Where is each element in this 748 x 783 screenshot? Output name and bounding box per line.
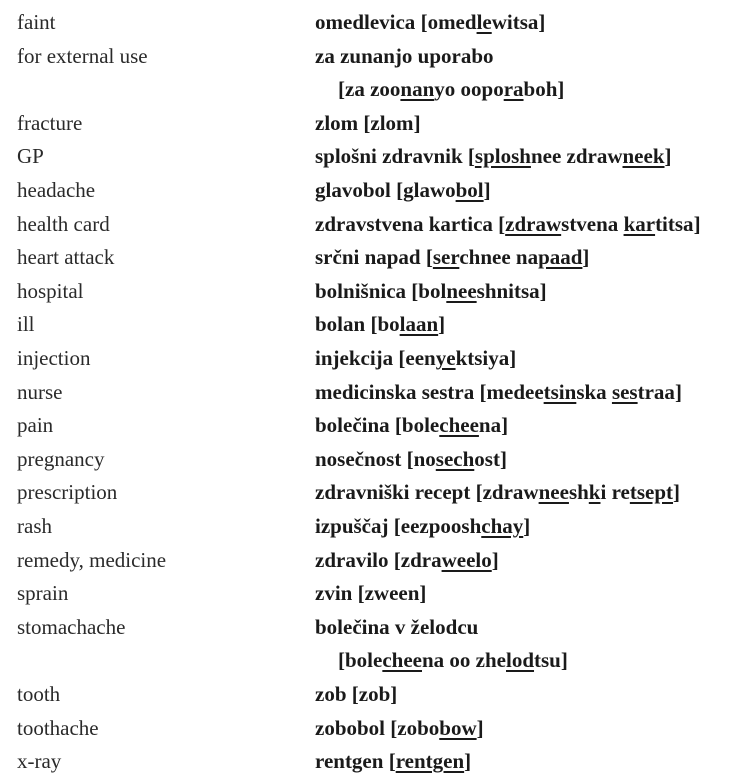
english-term: fracture	[17, 110, 83, 135]
pronunciation-segment: eezpoosh	[400, 514, 482, 538]
slovene-term	[315, 341, 516, 375]
slovene-word: medicinska sestra	[315, 379, 475, 404]
pronunciation-segment: stvena	[561, 211, 624, 236]
pronunciation-segment: traa	[637, 379, 675, 404]
pronunciation: [zlom]	[358, 110, 421, 135]
vocab-row-continuation	[0, 72, 748, 106]
slovene-word: omedlevica	[315, 10, 416, 34]
pronunciation-segment: no	[413, 446, 436, 471]
pronunciation-segment: een	[405, 346, 436, 370]
slovene-term	[315, 744, 471, 778]
slovene-term	[315, 274, 547, 308]
slovene-term	[315, 408, 508, 442]
slovene-word: izpuščaj	[315, 514, 389, 538]
vocab-row	[0, 711, 748, 745]
english-term: pain	[17, 413, 54, 438]
stressed-syllable: chay	[481, 514, 524, 538]
pronunciation-segment: i re	[600, 480, 630, 505]
pronunciation: [za zoonanyo ooporaboh]	[338, 77, 565, 102]
pronunciation: [zob]	[346, 682, 398, 706]
stressed-syllable: ra	[503, 77, 524, 102]
slovene-word: nosečnost	[315, 446, 402, 471]
english-term: ill	[17, 312, 35, 337]
vocab-row	[0, 39, 748, 73]
stressed-syllable: paad	[538, 245, 583, 270]
stressed-syllable: kar	[623, 211, 656, 236]
pronunciation: [sploshnee zdrawneek]	[462, 144, 672, 169]
stressed-syllable: ses	[611, 379, 638, 404]
pronunciation-segment: zdra	[400, 547, 442, 572]
stressed-syllable: laan	[399, 312, 439, 337]
pronunciation-segment: ktsiya	[455, 346, 510, 370]
pronunciation-segment: zlom	[370, 110, 414, 135]
vocab-row	[0, 442, 748, 476]
english-term: prescription	[17, 480, 118, 505]
pronunciation: [zobobow]	[385, 715, 484, 740]
pronunciation-segment: tsu	[534, 648, 561, 673]
pronunciation-segment: bo	[377, 312, 400, 337]
slovene-word: zvin	[315, 581, 353, 606]
pronunciation: [eezpooshchay]	[388, 514, 531, 538]
slovene-word: zlom	[315, 110, 359, 135]
pronunciation-segment: nee zdraw	[530, 144, 623, 169]
pronunciation-segment: omed	[427, 10, 477, 34]
english-term: toothache	[17, 715, 99, 740]
vocab-row	[0, 341, 748, 375]
vocab-row	[0, 307, 748, 341]
pronunciation-segment: na	[478, 413, 502, 438]
vocab-row	[0, 744, 748, 778]
vocab-row	[0, 509, 748, 543]
stressed-syllable: ser	[432, 245, 460, 270]
vocab-row	[0, 240, 748, 274]
slovene-term	[315, 677, 397, 711]
stressed-syllable: le	[476, 10, 492, 34]
slovene-term	[315, 173, 491, 207]
pronunciation-segment: zween	[364, 581, 420, 606]
pronunciation: [bolecheena oo zhelodtsu]	[338, 648, 568, 673]
slovene-word: bolan	[315, 312, 366, 337]
slovene-term	[315, 375, 682, 409]
stressed-syllable: nee	[538, 480, 569, 505]
pronunciation: [zdrawneeshki retsept]	[470, 480, 681, 505]
stressed-syllable: ye	[435, 346, 456, 370]
pronunciation: [bolneeshnitsa]	[406, 278, 547, 303]
vocab-row	[0, 408, 748, 442]
pronunciation-segment: bol	[418, 278, 447, 303]
slovene-term	[315, 39, 494, 73]
english-term: GP	[17, 144, 44, 169]
vocab-row	[0, 173, 748, 207]
english-term: nurse	[17, 379, 63, 404]
pronunciation-segment: titsa	[655, 211, 694, 236]
slovene-term	[315, 139, 672, 173]
english-term: sprain	[17, 581, 69, 606]
slovene-word: zob	[315, 682, 347, 706]
pronunciation: [bolaan]	[365, 312, 446, 337]
slovene-term	[315, 509, 530, 543]
stressed-syllable: weelo	[441, 547, 492, 572]
english-term: injection	[17, 346, 91, 370]
stressed-syllable: splosh	[474, 144, 531, 169]
vocab-row	[0, 610, 748, 644]
stressed-syllable: chee	[439, 413, 479, 438]
pronunciation-segment: medee	[486, 379, 544, 404]
pronunciation-segment: witsa	[491, 10, 539, 34]
stressed-syllable: rentgen	[395, 749, 465, 774]
stressed-syllable: nee	[446, 278, 477, 303]
pronunciation-segment: boh	[523, 77, 558, 102]
english-term: pregnancy	[17, 446, 105, 471]
pronunciation: [nosechost]	[401, 446, 507, 471]
vocab-row	[0, 106, 748, 140]
pronunciation-segment: chnee na	[459, 245, 539, 270]
pronunciation: [rentgen]	[383, 749, 472, 774]
vocab-row	[0, 274, 748, 308]
slovene-term	[315, 240, 589, 274]
slovene-word: rentgen	[315, 749, 384, 774]
slovene-word: injekcija	[315, 346, 394, 370]
english-term: tooth	[17, 682, 61, 706]
stressed-syllable: k	[588, 480, 601, 505]
pronunciation: [medeetsinska sestraa]	[474, 379, 682, 404]
pronunciation-segment: zdraw	[482, 480, 539, 505]
slovene-word: zobobol	[315, 715, 386, 740]
pronunciation-segment: sh	[568, 480, 589, 505]
vocab-row	[0, 475, 748, 509]
english-term: hospital	[17, 278, 84, 303]
english-term: stomachache	[17, 614, 126, 639]
vocab-row	[0, 677, 748, 711]
english-term: faint	[17, 10, 56, 34]
stressed-syllable: tsept	[629, 480, 674, 505]
pronunciation: [eenyektsiya]	[393, 346, 517, 370]
slovene-term	[315, 543, 499, 577]
vocab-row	[0, 207, 748, 241]
english-term: headache	[17, 178, 96, 202]
slovene-word: zdravniški recept	[315, 480, 471, 505]
pronunciation: [zween]	[352, 581, 427, 606]
slovene-term	[315, 106, 421, 140]
vocab-row	[0, 5, 748, 39]
pronunciation-segment: zobo	[397, 715, 440, 740]
stressed-syllable: nan	[400, 77, 435, 102]
english-term: health card	[17, 211, 110, 236]
vocab-row	[0, 139, 748, 173]
pronunciation-segment: ost	[474, 446, 500, 471]
slovene-term	[315, 475, 680, 509]
stressed-syllable: tsin	[543, 379, 577, 404]
slovene-term	[315, 5, 545, 39]
english-term: for external use	[17, 43, 148, 68]
stressed-syllable: lod	[506, 648, 535, 673]
pronunciation-segment: bole	[401, 413, 440, 438]
pronunciation-segment: na oo zhe	[422, 648, 506, 673]
slovene-term	[315, 307, 445, 341]
slovene-word: zdravstvena kartica	[315, 211, 493, 236]
vocab-row	[0, 375, 748, 409]
slovene-word: zdravilo	[315, 547, 389, 572]
pronunciation: [serchnee napaad]	[420, 245, 590, 270]
stressed-syllable: chee	[382, 648, 422, 673]
vocab-row	[0, 576, 748, 610]
slovene-word: glavobol	[315, 178, 391, 202]
pronunciation-segment: yo oopo	[434, 77, 504, 102]
english-term: heart attack	[17, 245, 115, 270]
slovene-word: bolnišnica	[315, 278, 407, 303]
english-term: rash	[17, 514, 52, 538]
stressed-syllable: sech	[435, 446, 475, 471]
english-term: remedy, medicine	[17, 547, 167, 572]
slovene-word: bolečina v želodcu	[315, 614, 479, 639]
slovene-term	[315, 711, 484, 745]
pronunciation-segment: za zoo	[345, 77, 401, 102]
pronunciation: [bolecheena]	[389, 413, 509, 438]
slovene-term	[315, 576, 426, 610]
slovene-term	[315, 207, 701, 241]
slovene-term	[315, 442, 507, 476]
pronunciation: [glawobol]	[390, 178, 491, 202]
pronunciation-segment: ska	[576, 379, 612, 404]
pronunciation-segment: zob	[358, 682, 391, 706]
slovene-word: bolečina	[315, 413, 390, 438]
vocab-row-continuation	[0, 643, 748, 677]
pronunciation: [zdraweelo]	[388, 547, 499, 572]
pronunciation-segment: shnitsa	[476, 278, 540, 303]
pronunciation-segment: glawo	[403, 178, 456, 202]
slovene-word: za zunanjo uporabo	[315, 43, 494, 68]
english-term: x-ray	[17, 749, 62, 774]
pronunciation: [omedlewitsa]	[415, 10, 546, 34]
stressed-syllable: zdraw	[505, 211, 562, 236]
stressed-syllable: neek	[622, 144, 665, 169]
stressed-syllable: bol	[455, 178, 484, 202]
pronunciation: [zdrawstvena kartitsa]	[492, 211, 701, 236]
stressed-syllable: bow	[439, 715, 477, 740]
slovene-word: srčni napad	[315, 245, 421, 270]
vocab-row	[0, 543, 748, 577]
slovene-term	[315, 610, 478, 644]
pronunciation-segment: bole	[345, 648, 383, 673]
slovene-word: splošni zdravnik	[315, 144, 463, 169]
